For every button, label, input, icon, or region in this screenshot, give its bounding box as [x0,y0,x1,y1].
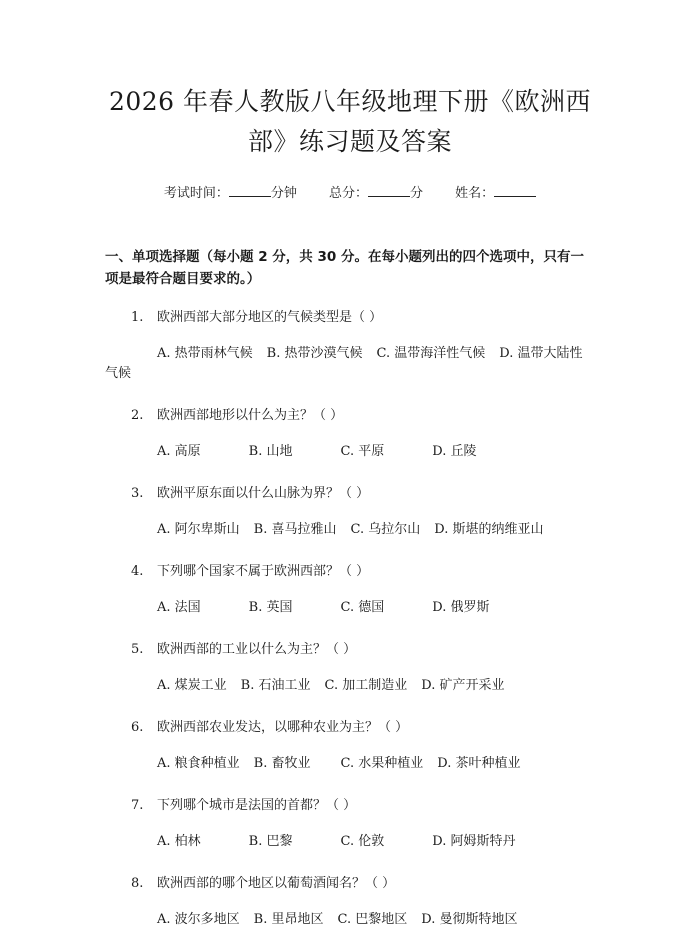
question-stem [105,796,595,816]
time-field: 考试时间： 分钟 [163,186,297,201]
option-d[interactable]: D. 曼彻斯特地区 [421,912,518,927]
question-stem [105,484,595,504]
option-a[interactable]: A. 阿尔卑斯山 [157,522,240,537]
option-a[interactable]: A. 法国 [157,600,201,615]
option-row [105,754,595,774]
option-c[interactable]: C. 乌拉尔山 [350,522,421,537]
question-stem [105,718,595,738]
option-c[interactable]: C. 温带海洋性气候 [376,346,486,361]
question-text: 欧洲西部农业发达，以哪种农业为主？（ ） [157,720,409,735]
option-row [105,442,595,462]
option-b[interactable]: B. 巴黎 [248,834,293,849]
option-c[interactable]: C. 平原 [340,444,385,459]
option-row [105,520,595,540]
question-number: 6. [131,720,144,735]
question-item [105,562,595,618]
option-d[interactable]: D. 阿姆斯特丹 [432,834,516,849]
option-a[interactable]: A. 高原 [157,444,201,459]
question-item [105,308,595,384]
question-stem [105,874,595,894]
question-number: 3. [131,486,144,501]
question-number: 2. [131,408,144,423]
question-number: 4. [131,564,144,579]
score-blank [368,184,410,197]
option-a[interactable]: A. 热带雨林气候 [157,346,253,361]
question-number: 1. [131,310,144,325]
option-c[interactable]: C. 伦敦 [340,834,385,849]
question-item [105,718,595,774]
option-d[interactable]: D. 斯堪的纳维亚山 [434,522,544,537]
question-text: 欧洲平原东面以什么山脉为界？（ ） [157,486,370,501]
option-row [105,676,595,696]
question-text: 欧洲西部地形以什么为主？（ ） [157,408,344,423]
question-text: 下列哪个城市是法国的首都？（ ） [157,798,357,813]
question-stem [105,406,595,426]
question-list [105,308,595,930]
title-line-1: 2026 年春人教版八年级地理下册《欧洲西 [108,87,592,116]
option-a[interactable]: A. 粮食种植业 [157,756,240,771]
option-d[interactable]: D. 温带大陆性气候 [105,346,583,381]
option-c[interactable]: C. 加工制造业 [324,678,408,693]
title-line-2: 部》练习题及答案 [247,127,452,156]
page-title [105,82,595,162]
option-b[interactable]: B. 热带沙漠气候 [266,346,363,361]
question-number: 8. [131,876,144,891]
option-d[interactable]: D. 矿产开采业 [421,678,505,693]
exam-meta [105,184,595,204]
option-b[interactable]: B. 里昂地区 [253,912,324,927]
option-a[interactable]: A. 煤炭工业 [157,678,227,693]
option-b[interactable]: B. 喜马拉雅山 [253,522,337,537]
name-field: 姓名： [455,186,536,201]
question-stem [105,562,595,582]
option-d[interactable]: D. 丘陵 [432,444,477,459]
section-heading: 一、单项选择题（每小题 2 分，共 30 分。在每小题列出的四个选项中，只有一项是最符合题目要求的。） [105,249,584,287]
option-b[interactable]: B. 畜牧业 [253,756,311,771]
option-c[interactable]: C. 水果种植业 [340,756,424,771]
option-row [105,832,595,852]
question-stem [105,640,595,660]
question-text: 欧洲西部的工业以什么为主？（ ） [157,642,357,657]
question-text: 欧洲西部的哪个地区以葡萄酒闻名？（ ） [157,876,396,891]
option-c[interactable]: C. 巴黎地区 [337,912,408,927]
option-row [105,344,595,384]
question-item [105,796,595,852]
name-blank [494,184,536,197]
option-d[interactable]: D. 俄罗斯 [432,600,490,615]
option-b[interactable]: B. 石油工业 [240,678,311,693]
option-a[interactable]: A. 波尔多地区 [157,912,240,927]
option-row [105,598,595,618]
question-text: 下列哪个国家不属于欧洲西部？（ ） [157,564,370,579]
option-c[interactable]: C. 德国 [340,600,385,615]
score-field: 总分： 分 [328,186,424,201]
question-item [105,640,595,696]
option-row [105,910,595,930]
question-item [105,406,595,462]
question-number: 7. [131,798,144,813]
option-d[interactable]: D. 茶叶种植业 [437,756,521,771]
option-a[interactable]: A. 柏林 [157,834,201,849]
time-blank [229,184,271,197]
question-stem [105,308,595,328]
question-number: 5. [131,642,144,657]
question-item [105,874,595,930]
question-item [105,484,595,540]
option-b[interactable]: B. 山地 [248,444,293,459]
option-b[interactable]: B. 英国 [248,600,293,615]
question-text: 欧洲西部大部分地区的气候类型是（ ） [157,310,383,325]
